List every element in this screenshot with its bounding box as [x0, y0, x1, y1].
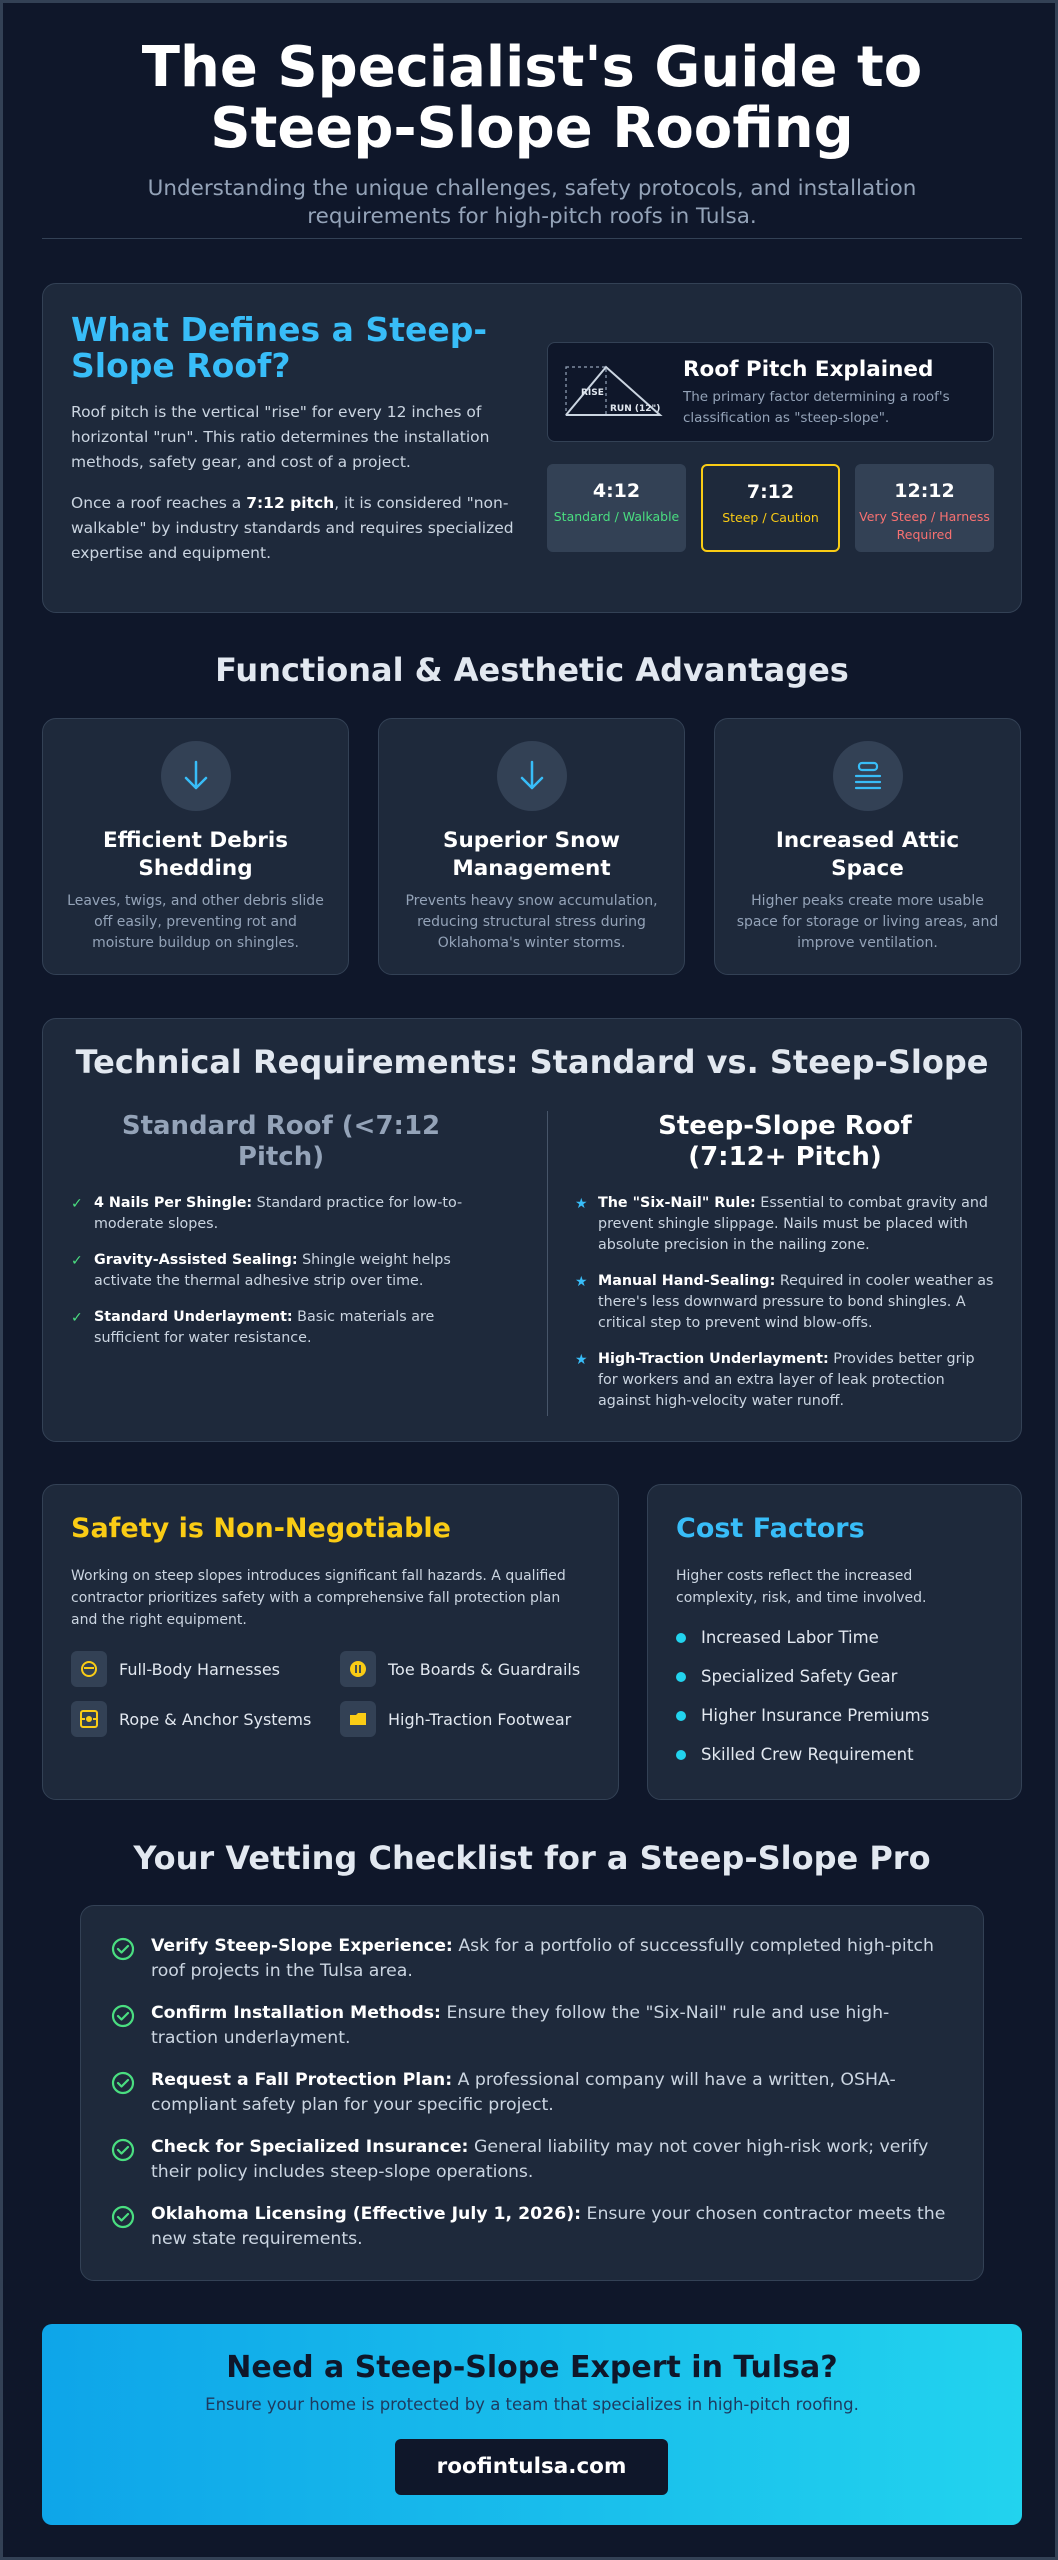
safety-desc: Working on steep slopes introduces significant fall hazards. A qualified contractor prioritizes safety with a comprehensive fall protection plan and the right equipment. — [71, 1568, 566, 1628]
equipment-item: Rope & Anchor Systems — [71, 1701, 311, 1737]
check-circle-icon — [111, 2205, 135, 2229]
steep-roof-title: Steep-Slope Roof (7:12+ Pitch) — [658, 1111, 912, 1172]
checklist-card — [80, 1905, 984, 2281]
cta-subtitle: Ensure your home is protected by a team that specializes in high-pitch roofing. — [205, 2395, 859, 2414]
arrow-down-icon — [497, 741, 567, 811]
advantage-title: Superior Snow Management — [442, 828, 621, 881]
equipment-item: Toe Boards & Guardrails — [340, 1651, 580, 1687]
cost-item: Higher Insurance Premiums — [676, 1705, 929, 1727]
pitch-box-title: Roof Pitch Explained — [683, 357, 934, 382]
pitch-box-desc: The primary factor determining a roof's classification as "steep-slope". — [683, 389, 950, 426]
cost-item: Skilled Crew Requirement — [676, 1744, 929, 1766]
cta-banner — [42, 2324, 1022, 2525]
standard-roof-column — [71, 1111, 491, 1364]
list-item: ✓ 4 Nails Per Shingle: Standard practice for low-to-moderate slopes. — [71, 1195, 463, 1232]
cost-card — [647, 1484, 1022, 1800]
checklist-item: Confirm Installation Methods: Ensure they follow the "Six-Nail" rule and use high-traction underlayment. — [111, 2001, 951, 2051]
check-circle-icon — [111, 1937, 135, 1961]
pitch-ratio-standard: 4:12 Standard / Walkable — [547, 464, 686, 552]
definition-para-1: Roof pitch is the vertical "rise" for every 12 inches of horizontal "run". This ratio determines the installation methods, safety gear, and cost of a project. — [71, 403, 490, 471]
run-label: RUN (12") — [610, 404, 661, 414]
steep-roof-column — [575, 1111, 995, 1427]
advantage-card-snow — [378, 718, 685, 975]
technical-title: Technical Requirements: Standard vs. Steep-Slope — [75, 1043, 989, 1081]
checklist-item: Check for Specialized Insurance: General liability may not cover high-risk work; verify their policy includes steep-slope operations. — [111, 2135, 951, 2185]
star-icon: ★ — [575, 1196, 588, 1212]
equipment-item: High-Traction Footwear — [340, 1701, 571, 1737]
checklist-item: Request a Fall Protection Plan: A professional company will have a written, OSHA-compliant safety plan for your specific project. — [111, 2068, 951, 2118]
star-icon: ★ — [575, 1274, 588, 1290]
safety-title: Safety is Non-Negotiable — [71, 1513, 451, 1544]
advantage-title: Efficient Debris Shedding — [102, 828, 289, 881]
pitch-ratio-steep: 7:12 Steep / Caution — [701, 464, 840, 552]
cost-title: Cost Factors — [676, 1513, 865, 1544]
advantage-card-debris — [42, 718, 349, 975]
list-item: ★ Manual Hand-Sealing: Required in cooler weather as there's less downward pressure to bond shingles. A critical step to prevent wind blow-offs. — [575, 1273, 994, 1331]
harness-icon — [71, 1651, 107, 1687]
anchor-icon — [71, 1701, 107, 1737]
list-item: ★ The "Six-Nail" Rule: Essential to combat gravity and prevent shingle slippage. Nails must be placed with absolute precision in the nailing zone. — [575, 1195, 989, 1253]
header-divider — [42, 238, 1022, 239]
page-header — [42, 37, 1022, 231]
definition-title: What Defines a Steep-Slope Roof? — [71, 310, 488, 385]
list-item: ★ High-Traction Underlayment: Provides better grip for workers and an extra layer of leak protection against high-velocity water runoff. — [575, 1351, 975, 1409]
check-icon: ✓ — [71, 1196, 83, 1212]
check-icon: ✓ — [71, 1253, 83, 1269]
technical-card — [42, 1018, 1022, 1442]
page-subtitle: Understanding the unique challenges, safety protocols, and installation requirements for high-pitch roofs in Tulsa. — [147, 176, 917, 229]
advantage-card-attic — [714, 718, 1021, 975]
equipment-item: Full-Body Harnesses — [71, 1651, 280, 1687]
safety-card — [42, 1484, 619, 1800]
standard-roof-title: Standard Roof (<7:12 Pitch) — [121, 1111, 441, 1172]
definition-card — [42, 283, 1022, 613]
advantage-desc: Leaves, twigs, and other debris slide off easily, preventing rot and moisture buildup on shingles. — [67, 893, 324, 951]
pitch-ratio-very-steep: 12:12 Very Steep / Harness Required — [855, 464, 994, 552]
guardrail-icon — [340, 1651, 376, 1687]
advantages-title: Functional & Aesthetic Advantages — [215, 651, 849, 689]
arrow-down-icon — [161, 741, 231, 811]
advantage-desc: Higher peaks create more usable space for storage or living areas, and improve ventilation. — [736, 893, 999, 951]
check-icon: ✓ — [71, 1310, 83, 1326]
cost-item: Specialized Safety Gear — [676, 1666, 929, 1688]
list-item: ✓ Gravity-Assisted Sealing: Shingle weight helps activate the thermal adhesive strip over time. — [71, 1252, 451, 1289]
cta-title: Need a Steep-Slope Expert in Tulsa? — [226, 2350, 838, 2385]
star-icon: ★ — [575, 1352, 588, 1368]
checklist-item: Oklahoma Licensing (Effective July 1, 2026): Ensure your chosen contractor meets the new state requirements. — [111, 2202, 951, 2252]
check-circle-icon — [111, 2138, 135, 2162]
checklist-title: Your Vetting Checklist for a Steep-Slope Pro — [133, 1839, 931, 1877]
check-circle-icon — [111, 2071, 135, 2095]
roof-pitch-diagram-icon — [564, 365, 664, 421]
column-divider — [547, 1111, 548, 1416]
check-circle-icon — [111, 2004, 135, 2028]
website-link-button[interactable]: roofintulsa.com — [395, 2439, 668, 2495]
checklist-item: Verify Steep-Slope Experience: Ask for a portfolio of successfully completed high-pitch roof projects in the Tulsa area. — [111, 1934, 951, 1984]
pitch-explained-box — [547, 342, 994, 442]
list-item: ✓ Standard Underlayment: Basic materials are sufficient for water resistance. — [71, 1309, 435, 1346]
page-title: The Specialist's Guide to Steep-Slope Roofing — [141, 35, 923, 161]
rise-label: RISE — [581, 388, 604, 398]
footwear-icon — [340, 1701, 376, 1737]
advantage-title: Increased Attic Space — [775, 828, 960, 881]
cost-desc: Higher costs reflect the increased complexity, risk, and time involved. — [676, 1568, 927, 1606]
cost-item: Increased Labor Time — [676, 1627, 929, 1649]
storage-icon — [833, 741, 903, 811]
definition-para-2: Once a roof reaches a 7:12 pitch, it is considered "non-walkable" by industry standards and requires specialized expertise and equipment. — [71, 494, 514, 562]
advantage-desc: Prevents heavy snow accumulation, reducing structural stress during Oklahoma's winter storms. — [405, 893, 658, 951]
